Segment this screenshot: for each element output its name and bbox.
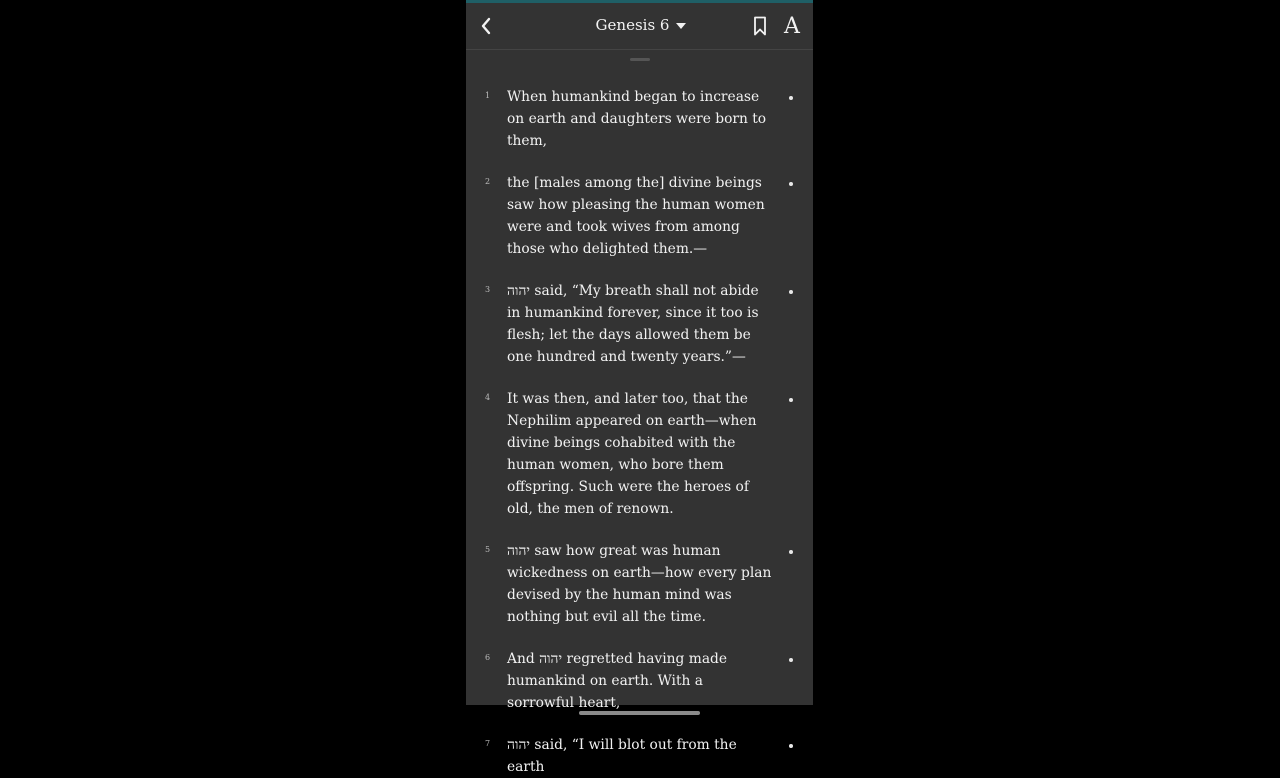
- verse-options-dot[interactable]: [789, 550, 793, 554]
- verse-list: [466, 86, 813, 775]
- font-settings-icon: A: [784, 13, 800, 39]
- verse-text: It was then, and later too, that the Nephilim appeared on earth—when divine beings cohabited with the human women, who bore them offspring. Such were the heroes of old, the men of renown.: [507, 391, 757, 517]
- verse-number: 3: [485, 285, 491, 294]
- verse-item[interactable]: [466, 280, 813, 368]
- verse-options-dot[interactable]: [789, 290, 793, 294]
- verse-item[interactable]: [466, 388, 813, 520]
- bookmark-icon: [753, 16, 767, 36]
- verse-text: יהוה said, “My breath shall not abide in humankind forever, since it too is flesh; let the days allowed them be one hundred and twenty years.”—: [507, 283, 759, 365]
- verse-options-dot[interactable]: [789, 658, 793, 662]
- verse-number: 7: [485, 739, 491, 748]
- verse-options-dot[interactable]: [789, 182, 793, 186]
- verse-text: יהוה saw how great was human wickedness on earth—how every plan devised by the human mind was nothing but evil all the time.: [507, 543, 772, 625]
- home-indicator[interactable]: [579, 711, 700, 715]
- drag-handle[interactable]: [630, 58, 650, 61]
- verse-number: 4: [485, 393, 491, 402]
- verse-item[interactable]: [466, 172, 813, 260]
- chapter-title: Genesis 6: [595, 16, 670, 34]
- verse-options-dot[interactable]: [789, 744, 793, 748]
- verse-options-dot[interactable]: [789, 398, 793, 402]
- chevron-left-icon: [480, 17, 492, 35]
- verse-number: 1: [485, 91, 491, 100]
- verse-item[interactable]: [466, 86, 813, 152]
- verse-number: 5: [485, 545, 491, 554]
- chapter-selector[interactable]: [586, 12, 696, 38]
- verse-text: And יהוה regretted having made humankind on earth. With a sorrowful heart,: [507, 651, 728, 711]
- verse-options-dot[interactable]: [789, 96, 793, 100]
- back-button[interactable]: [476, 13, 496, 39]
- font-settings-button[interactable]: [780, 11, 804, 41]
- caret-down-icon: [676, 23, 686, 29]
- reader-screen: [466, 0, 813, 775]
- verse-text: יהוה said, “I will blot out from the earth: [507, 737, 737, 775]
- verse-item[interactable]: [466, 734, 813, 778]
- verse-item[interactable]: [466, 540, 813, 628]
- reader-header: [466, 3, 813, 50]
- verse-text: the [males among the] divine beings saw how pleasing the human women were and took wives from among those who delighted them.—: [507, 175, 765, 257]
- verse-text: When humankind began to increase on earth and daughters were born to them,: [507, 89, 767, 149]
- verse-number: 2: [485, 177, 491, 186]
- verse-number: 6: [485, 653, 491, 662]
- bookmark-button[interactable]: [750, 14, 770, 38]
- verse-item[interactable]: [466, 648, 813, 714]
